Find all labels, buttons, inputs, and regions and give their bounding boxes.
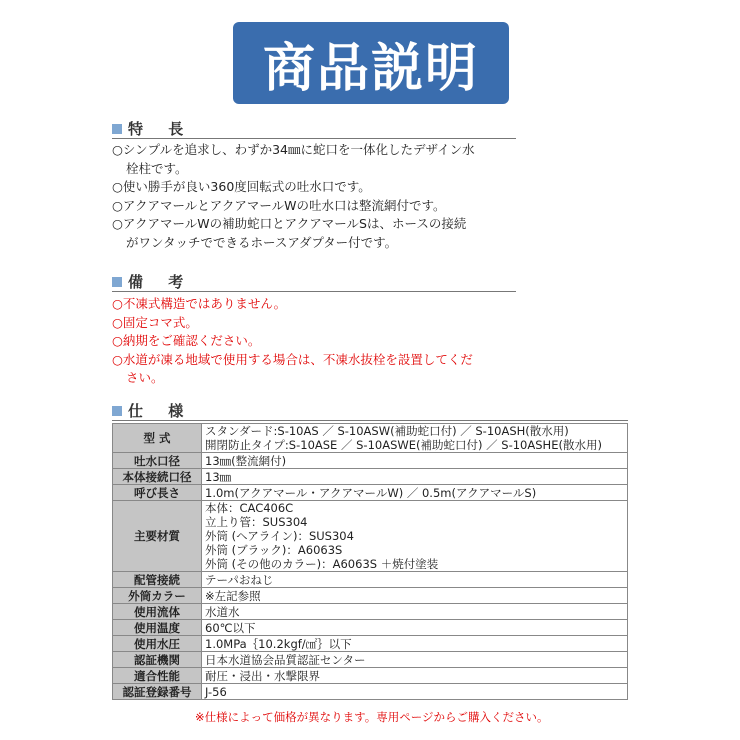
list-item xyxy=(112,332,532,351)
spec-key-cell: 呼び長さ xyxy=(113,485,202,501)
spec-value-cell xyxy=(202,485,628,501)
table-row xyxy=(113,668,628,684)
spec-value-line: J-56 xyxy=(205,684,227,699)
spec-heading xyxy=(112,402,628,421)
spec-key-cell: 使用温度 xyxy=(113,620,202,636)
list-item-text: ○アクアマールWの補助蛇口とアクアマールSは、ホースの接続 xyxy=(112,216,467,232)
spec-value-line: スタンダード:S-10AS ／ S-10ASW(補助蛇口付) ／ S-10ASH(散水用) xyxy=(205,424,569,438)
list-item xyxy=(112,178,532,197)
spec-value-cell xyxy=(202,469,628,485)
spec-value-line: 立上り管：SUS304 xyxy=(205,515,308,529)
list-item-continuation: さい。 xyxy=(126,370,164,386)
square-bullet-icon xyxy=(112,277,122,287)
table-row xyxy=(113,636,628,652)
spec-value-line: 本体：CAC406C xyxy=(205,501,294,515)
spec-value-cell xyxy=(202,636,628,652)
banner-title: 商品説明 xyxy=(262,38,479,99)
spec-key-cell: 適合性能 xyxy=(113,668,202,684)
spec-key-cell: 吐水口径 xyxy=(113,453,202,469)
spec-value-line: 水道水 xyxy=(205,604,240,619)
spec-value-cell xyxy=(202,652,628,668)
spec-key-cell: 使用水圧 xyxy=(113,636,202,652)
table-row xyxy=(113,572,628,588)
table-row xyxy=(113,424,628,453)
list-item xyxy=(112,197,532,216)
spec-value-line: 外筒 (その他のカラー)：A6063S ＋焼付塗装 xyxy=(205,557,439,571)
spec-key-cell: 本体接続口径 xyxy=(113,469,202,485)
spec-value-line: 外筒 (ブラック)：A6063S xyxy=(205,543,343,557)
list-item xyxy=(112,295,532,314)
table-row xyxy=(113,604,628,620)
table-row xyxy=(113,453,628,469)
spec-value-cell xyxy=(202,620,628,636)
table-row xyxy=(113,652,628,668)
spec-value-cell xyxy=(202,572,628,588)
spec-key-cell: 使用流体 xyxy=(113,604,202,620)
table-row xyxy=(113,588,628,604)
spec-value-line: 60℃以下 xyxy=(205,620,256,635)
spec-value-line: テーパおねじ xyxy=(205,572,274,587)
spec-value-line: 耐圧・浸出・水撃限界 xyxy=(205,668,320,683)
list-item-text: ○使い勝手が良い360度回転式の吐水口です。 xyxy=(112,179,371,195)
list-item-text: ○納期をご確認ください。 xyxy=(112,333,261,349)
spec-value-cell xyxy=(202,668,628,684)
notes-heading xyxy=(112,273,516,292)
spec-value-cell xyxy=(202,501,628,572)
spec-value-line: 1.0m(アクアマール・アクアマールW) ／ 0.5m(アクアマールS) xyxy=(205,485,537,500)
spec-value-line: 外筒 (ヘアライン)：SUS304 xyxy=(205,529,354,543)
notes-list xyxy=(112,295,532,388)
list-item-text: ○アクアマールとアクアマールWの吐水口は整流網付です。 xyxy=(112,197,446,213)
spec-key-cell: 主要材質 xyxy=(113,501,202,572)
table-row xyxy=(113,501,628,572)
spec-value-cell xyxy=(202,424,628,453)
list-item-text: ○不凍式構造ではありません。 xyxy=(112,296,287,311)
table-row xyxy=(113,620,628,636)
list-item xyxy=(112,215,532,252)
list-item xyxy=(112,351,532,388)
spec-value-line: 1.0MPa｛10.2kgf/㎠｝以下 xyxy=(205,636,352,651)
spec-value-line: 開閉防止タイプ:S-10ASE ／ S-10ASWE(補助蛇口付) ／ S-10ASHE(散水用) xyxy=(205,438,602,452)
list-item-text: ○固定コマ式。 xyxy=(112,314,198,330)
list-item-continuation: がワンタッチでできるホースアダプター付です。 xyxy=(126,234,398,250)
features-heading-text: 特 長 xyxy=(128,120,194,138)
spec-value-cell xyxy=(202,684,628,700)
spec-key-cell: 配管接続 xyxy=(113,572,202,588)
table-row xyxy=(113,485,628,501)
spec-value-line: 13㎜ xyxy=(205,469,232,484)
spec-value-line: 日本水道協会品質認証センター xyxy=(205,652,366,667)
spec-key-cell: 認証機関 xyxy=(113,652,202,668)
table-row xyxy=(113,469,628,485)
spec-key-cell: 型 式 xyxy=(113,424,202,453)
list-item xyxy=(112,141,532,178)
table-row xyxy=(113,684,628,700)
list-item xyxy=(112,314,532,333)
square-bullet-icon xyxy=(112,406,122,416)
spec-value-cell xyxy=(202,604,628,620)
features-heading xyxy=(112,120,516,139)
list-item-text: ○シンプルを追求し、わずか34㎜に蛇口を一体化したデザイン水 xyxy=(112,142,475,157)
footer-note: ※仕様によって価格が異なります。専用ページからご購入ください。 xyxy=(195,710,549,724)
square-bullet-icon xyxy=(112,124,122,134)
spec-key-cell: 認証登録番号 xyxy=(113,684,202,700)
features-list xyxy=(112,141,532,253)
notes-heading-text: 備 考 xyxy=(128,273,194,291)
spec-table xyxy=(112,423,628,700)
spec-value-line: 13㎜(整流網付) xyxy=(205,453,287,468)
spec-key-cell: 外筒カラー xyxy=(113,588,202,604)
list-item-text: ○水道が凍る地域で使用する場合は、不凍水抜栓を設置してくだ xyxy=(112,351,473,367)
spec-value-cell xyxy=(202,588,628,604)
spec-value-line: ※左記参照 xyxy=(205,588,261,603)
page-title-banner xyxy=(233,22,509,104)
spec-value-cell xyxy=(202,453,628,469)
list-item-continuation: 栓柱です。 xyxy=(126,160,188,176)
spec-heading-text: 仕 様 xyxy=(128,402,194,420)
